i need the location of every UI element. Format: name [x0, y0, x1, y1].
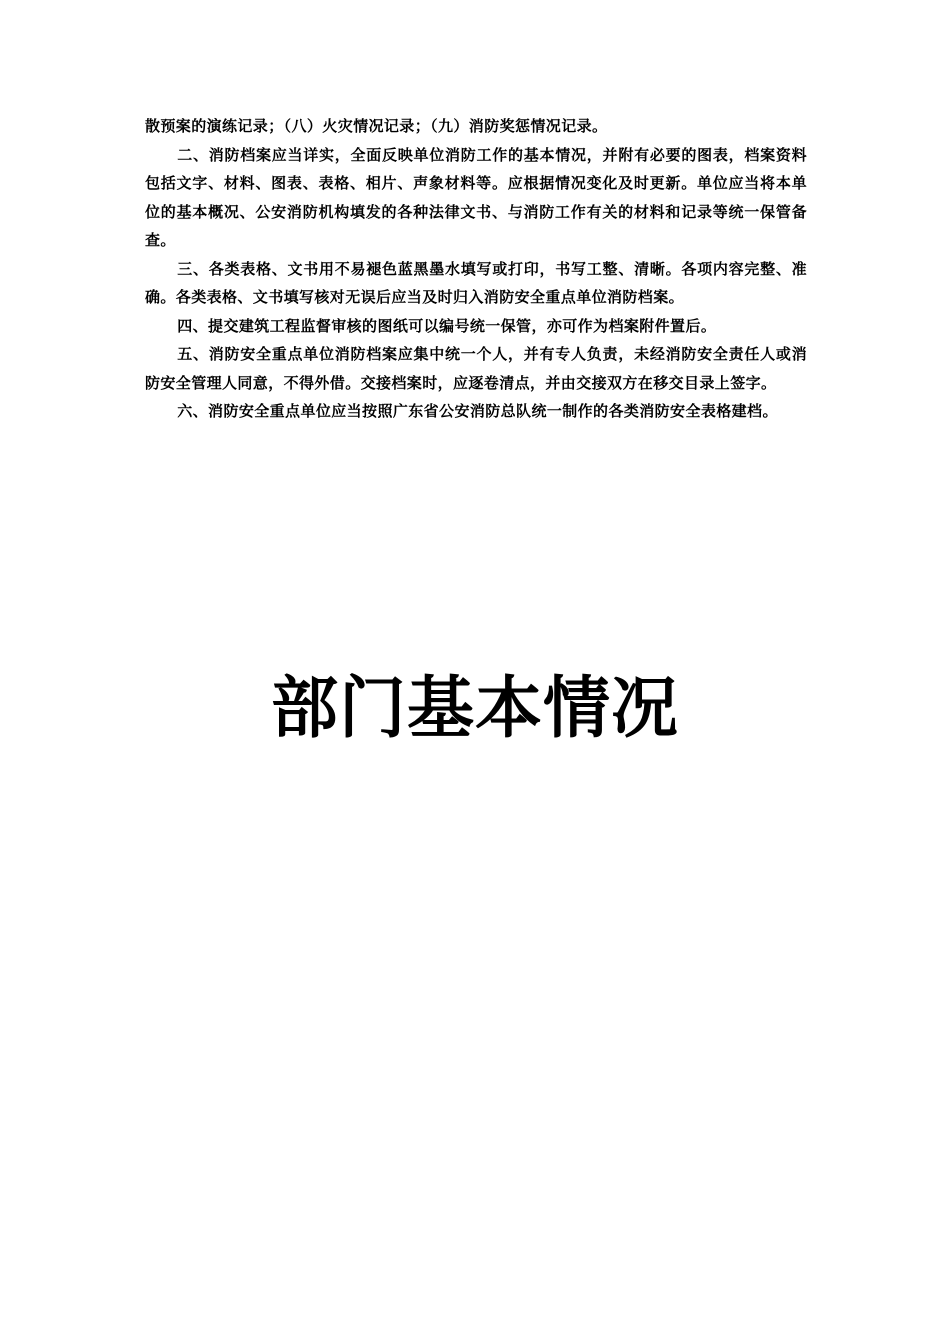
paragraph-item-5: 五、消防安全重点单位消防档案应集中统一个人，并有专人负责，未经消防安全责任人或消防安全管理人同意，不得外借。交接档案时，应逐卷清点，并由交接双方在移交目录上签字。 [145, 345, 807, 392]
paragraph-item-4: 四、提交建筑工程监督审核的图纸可以编号统一保管，亦可作为档案附件置后。 [177, 316, 717, 335]
paragraph-continuation: 散预案的演练记录；（八）火灾情况记录；（九）消防奖惩情况记录。 [145, 117, 608, 135]
section-title: 部门基本情况 [271, 668, 679, 747]
paragraph-item-6: 六、消防安全重点单位应当按照广东省公安消防总队统一制作的各类消防安全表格建档。 [177, 402, 778, 420]
paragraph-item-2: 二、消防档案应当详实，全面反映单位消防工作的基本情况，并附有必要的图表，档案资料包括文字、材料、图表、表格、相片、声象材料等。应根据情况变化及时更新。单位应当将本单位的基本概况、公安消防机构填发的各种法律文书、与消防工作有关的材料和记录等统一保管备查。 [145, 145, 807, 249]
paragraph-item-3: 三、各类表格、文书用不易褪色蓝黑墨水填写或打印，书写工整、清晰。各项内容完整、准确。各类表格、文书填写核对无误后应当及时归入消防安全重点单位消防档案。 [145, 259, 807, 306]
body-text [145, 112, 807, 426]
